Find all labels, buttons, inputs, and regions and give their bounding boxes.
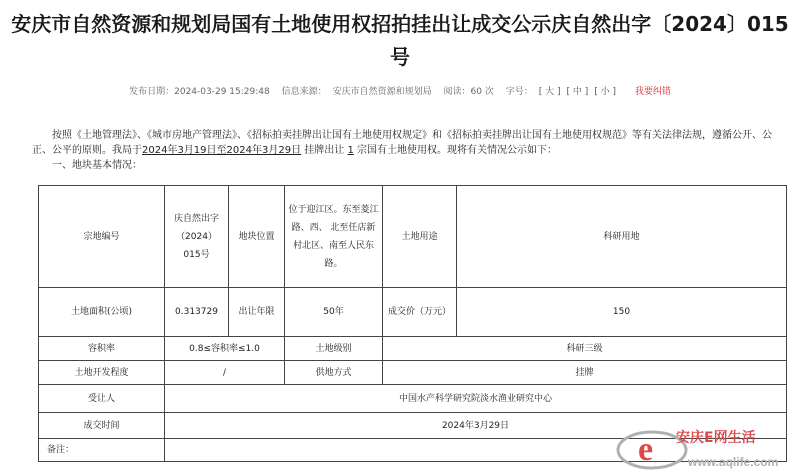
watermark-e-logo: e xyxy=(638,431,654,468)
date-range: 2024年3月19日至2024年3月29日 xyxy=(142,145,302,156)
table-row xyxy=(39,337,787,361)
use-label: 土地用途 xyxy=(383,186,457,288)
article-meta xyxy=(0,84,800,97)
supply-label: 供地方式 xyxy=(285,361,383,385)
intro-text-b: 挂牌出让 xyxy=(304,145,345,156)
deal-time-value: 2024年3月29日 xyxy=(165,413,787,439)
area-value: 0.313729 xyxy=(165,288,229,337)
location-label: 地块位置 xyxy=(229,186,285,288)
intro-text-a: 按照《土地管理法》、《城市房地产管理法》、《招标拍卖挂牌出让国有土地使用权规定》和《招标拍卖挂牌出让国有土地使用权规范》等有关法律法规，遵循公开、公正、公平的原则。我局于 xyxy=(32,130,772,156)
source-info xyxy=(279,87,435,97)
grade-value: 科研三级 xyxy=(383,337,787,361)
grantee-value: 中国水产科学研究院淡水渔业研究中心 xyxy=(165,385,787,413)
use-value: 科研用地 xyxy=(457,186,787,288)
table-row xyxy=(39,385,787,413)
parcel-count: 1 xyxy=(347,145,354,156)
font-size-label: 字号： xyxy=(505,87,533,97)
source-label: 信息来源： xyxy=(281,87,327,97)
far-label: 容积率 xyxy=(39,337,165,361)
supply-value: 挂牌 xyxy=(383,361,787,385)
price-value: 150 xyxy=(457,288,787,337)
grantee-label: 受让人 xyxy=(39,385,165,413)
page-title: 安庆市自然资源和规划局国有土地使用权招拍挂出让成交公示庆自然出字〔2024〕015号 xyxy=(11,12,789,69)
intro-paragraph xyxy=(32,128,776,158)
price-label: 成交价（万元） xyxy=(383,288,457,337)
far-value: 0.8≤容积率≤1.0 xyxy=(165,337,285,361)
deal-time-label: 成交时间 xyxy=(39,413,165,439)
term-label: 出让年限 xyxy=(229,288,285,337)
parcel-no-value: 庆自然出字（2024）015号 xyxy=(165,186,229,288)
article-body xyxy=(32,128,776,173)
site-watermark xyxy=(604,420,800,475)
dev-value: / xyxy=(165,361,285,385)
publish-date: 发布日期：2024-03-29 15:29:48 xyxy=(129,87,270,97)
term-value: 50年 xyxy=(285,288,383,337)
intro-text-c: 宗国有土地使用权。现将有关情况公示如下： xyxy=(357,145,558,156)
table-row xyxy=(39,288,787,337)
watermark-brand: 安庆E网生活 xyxy=(676,430,756,446)
section-heading: 一、地块基本情况： xyxy=(52,160,142,171)
grade-label: 土地级别 xyxy=(285,337,383,361)
remark-label: 备注： xyxy=(39,439,165,462)
font-size-controls xyxy=(503,87,619,97)
watermark-url: www.aqlife.com xyxy=(688,455,779,469)
source-name: 安庆市自然资源和规划局 xyxy=(332,87,432,97)
font-small-button[interactable]: [ 小 ] xyxy=(594,87,616,97)
parcel-no-label: 宗地编号 xyxy=(39,186,165,288)
view-count: 阅读：60 次 xyxy=(443,87,494,97)
font-large-button[interactable]: [ 大 ] xyxy=(538,87,561,97)
report-error-link[interactable]: 我要纠错 xyxy=(634,87,671,97)
font-medium-button[interactable]: [ 中 ] xyxy=(566,87,589,97)
table-row xyxy=(39,186,787,288)
table-row xyxy=(39,361,787,385)
location-value: 位于迎江区。东至菱江路、西、 北至任店新村北区、南至人民东路。 xyxy=(285,186,383,288)
area-label: 土地面积(公顷) xyxy=(39,288,165,337)
dev-label: 土地开发程度 xyxy=(39,361,165,385)
